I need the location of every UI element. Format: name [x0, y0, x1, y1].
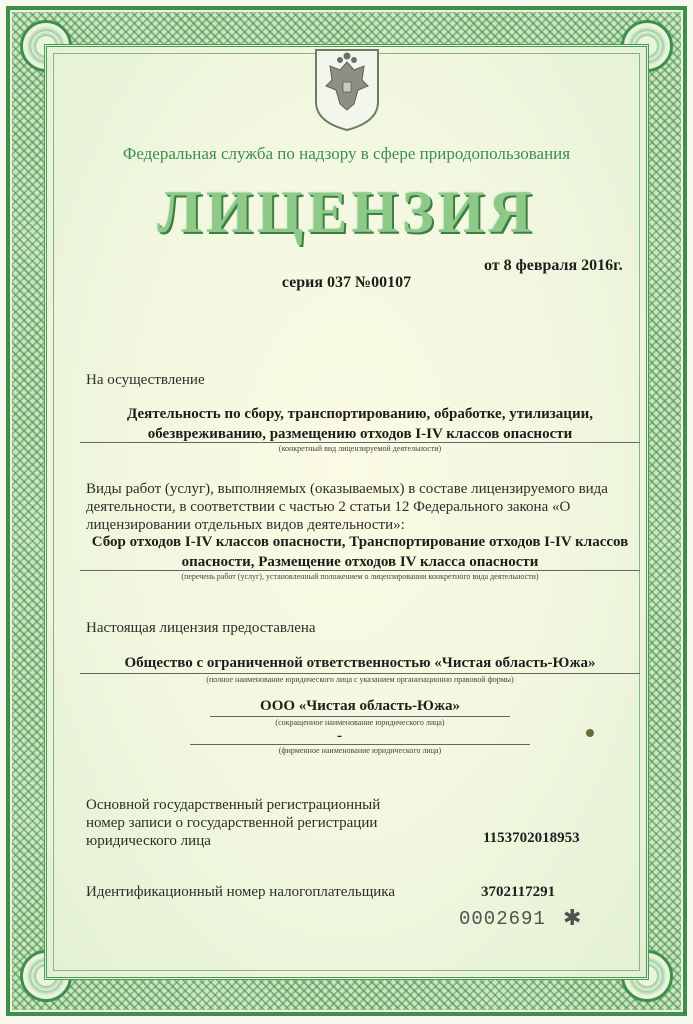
inn-label: Идентификационный номер налогоплательщика [86, 884, 396, 900]
licensee-brand-name: - [337, 728, 342, 744]
activity-value: Деятельность по сбору, транспортированию, обработке, утилизации, обезвреживанию, размещению отходов I-IV классов опасности [126, 406, 593, 442]
ogrn-label: Основной государственный регистрационный номер записи о государственной регистрации юридического лица [86, 797, 381, 849]
document-title: ЛИЦЕНЗИЯ [157, 179, 536, 245]
works-caption: (перечень работ (услуг), установленный положением о лицензировании конкретного вида деятельности) [80, 570, 640, 581]
licensee-full-name-caption: (полное наименование юридического лица с указанием организационно правовой формы) [80, 673, 640, 684]
licensee-label: Настоящая лицензия предоставлена [86, 620, 316, 636]
issuing-agency: Федеральная служба по надзору в сфере природопользования [122, 144, 571, 163]
licensee-short-name: ООО «Чистая область-Южа» [260, 698, 460, 714]
licensee-short-name-caption: (сокращенное наименование юридического лица) [210, 716, 510, 727]
works-value: Сбор отходов I-IV классов опасности, Транспортирование отходов I-IV классов опасности, Размещение отходов IV класса опасности [91, 534, 629, 570]
ink-mark [586, 729, 594, 737]
activity-caption: (конкретный вид лицензируемой деятельности) [80, 442, 640, 453]
works-description: Виды работ (услуг), выполняемых (оказываемых) в составе лицензируемого вида деятельности, в соответствии с частью 2 статьи 12 Федерального закона «О лицензировании отдельных видов деятельности»: [86, 481, 608, 533]
ogrn-value: 1153702018953 [483, 830, 580, 846]
licensee-full-name: Общество с ограниченной ответственностью «Чистая область-Южа» [124, 655, 596, 671]
star-icon: ✱ [563, 905, 582, 930]
licensee-brand-name-caption: (фирменное наименование юридического лица) [190, 744, 530, 755]
coat-of-arms-icon [312, 46, 382, 132]
series-number: серия 037 №00107 [281, 274, 412, 291]
activity-label: На осуществление [86, 372, 205, 388]
blank-serial-number: 0002691 [459, 908, 546, 930]
inn-value: 3702117291 [481, 884, 556, 900]
issue-date: от 8 февраля 2016г. [484, 257, 623, 274]
